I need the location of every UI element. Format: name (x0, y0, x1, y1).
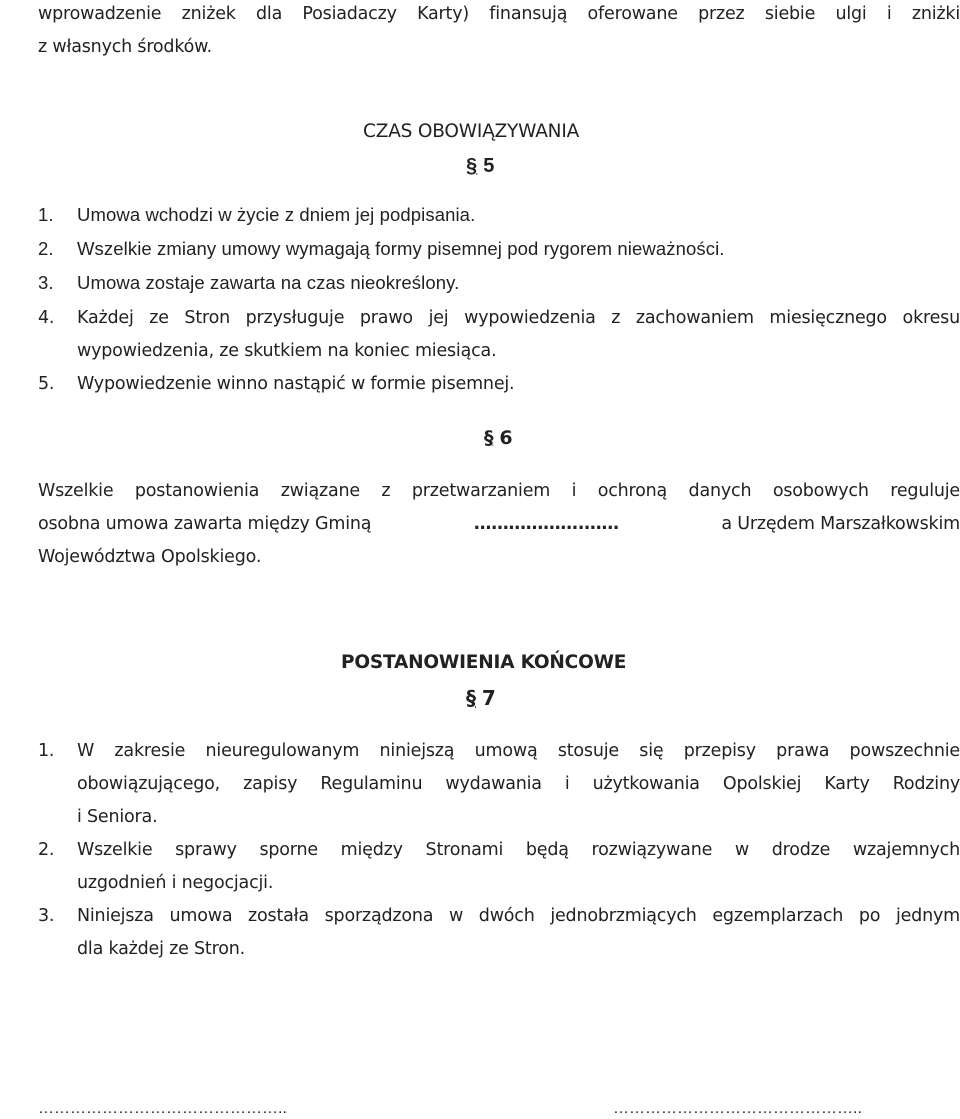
item-number: 3. (38, 906, 55, 926)
paragraph-6-heading (484, 426, 512, 450)
list-item (38, 373, 54, 395)
list-item (38, 238, 54, 260)
list-item-text: dla każdej ze Stron. (77, 939, 245, 959)
list-item-text: i Seniora. (77, 807, 158, 827)
intro-line-2: z własnych środków. (38, 37, 213, 57)
paragraph-number: 6 (499, 427, 513, 449)
list-item-text: Umowa wchodzi w życie z dniem jej podpisania. (77, 204, 476, 225)
list-item-text: Wypowiedzenie winno nastąpić w formie pisemnej. (77, 374, 515, 394)
section-title-czas: CZAS OBOWIĄZYWANIA (363, 121, 580, 142)
intro-line-1: wprowadzenie zniżek dla Posiadaczy Karty) finansują oferowane przez siebie ulgi i zniżki (38, 4, 960, 24)
list-item-text-continued: wypowiedzenia, ze skutkiem na koniec miesiąca. (77, 341, 497, 361)
blank-field-dots: ……………….…… (473, 514, 619, 534)
paragraph-6-line-1: Wszelkie postanowienia związane z przetwarzaniem i ochroną danych osobowych reguluje (38, 481, 960, 501)
list-item-text: obowiązującego, zapisy Regulaminu wydawania i użytkowania Opolskiej Karty Rodziny (77, 774, 960, 794)
paragraph-number: 7 (481, 686, 496, 710)
item-number: 5. (38, 374, 55, 394)
item-number: 1. (38, 204, 54, 225)
item-number: 3. (38, 272, 54, 293)
list-item (38, 272, 54, 294)
paragraph-5-heading (466, 154, 494, 178)
item-number: 2. (38, 840, 55, 860)
section-symbol: § (466, 686, 476, 710)
section-symbol: § (484, 427, 494, 449)
paragraph-6-text: osobna umowa zawarta między Gminą (38, 514, 372, 534)
item-number: 2. (38, 238, 54, 259)
section-symbol: § (466, 155, 478, 177)
section-title-koncowe: POSTANOWIENIA KOŃCOWE (341, 652, 627, 673)
list-item-text: Każdej ze Stron przysługuje prawo jej wypowiedzenia z zachowaniem miesięcznego okresu (77, 308, 960, 328)
list-item-text: Umowa zostaje zawarta na czas nieokreślony. (77, 272, 460, 293)
paragraph-6-line-3: Województwa Opolskiego. (38, 547, 262, 567)
list-item-text: Wszelkie sprawy sporne między Stronami będą rozwiązywane w drodze wzajemnych (77, 840, 960, 860)
paragraph-7-heading (466, 686, 496, 710)
list-item (38, 204, 54, 226)
list-item-text: W zakresie nieuregulowanym niniejszą umową stosuje się przepisy prawa powszechnie (77, 741, 960, 761)
paragraph-6-line-2 (38, 513, 960, 535)
list-item (38, 307, 54, 329)
signature-line-right: ……………………………………….. (613, 1100, 862, 1117)
list-item-text: Wszelkie zmiany umowy wymagają formy pisemnej pod rygorem nieważności. (77, 238, 725, 259)
item-number: 1. (38, 741, 55, 761)
list-item-text: Niniejsza umowa została sporządzona w dwóch jednobrzmiących egzemplarzach po jednym (77, 906, 960, 926)
paragraph-6-text: a Urzędem Marszałkowskim (721, 514, 960, 534)
list-item-text: uzgodnień i negocjacji. (77, 873, 274, 893)
item-number: 4. (38, 308, 55, 328)
signature-line-left: ……………………………………….. (38, 1100, 287, 1117)
paragraph-number: 5 (483, 155, 495, 177)
